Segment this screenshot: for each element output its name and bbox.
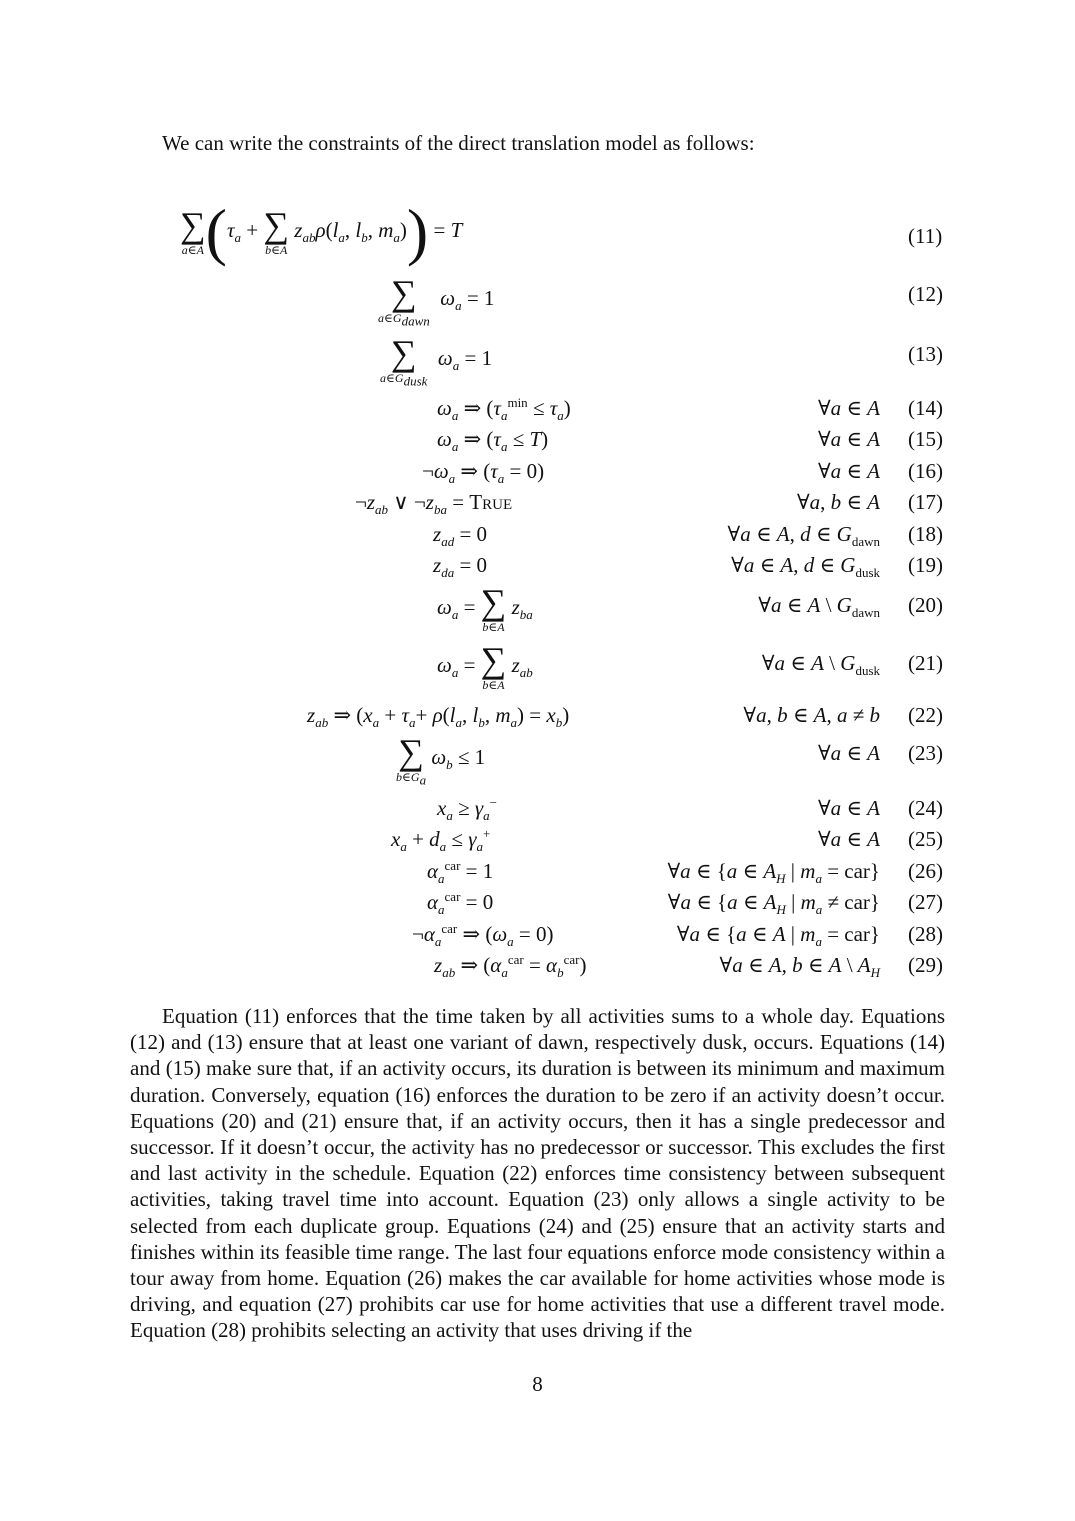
equation-number: (18) — [908, 522, 943, 546]
equation-13: ∑ $a\in G_{dusk}$ $\omega_a = 1$ (13) — [380, 333, 943, 389]
body-paragraph: Equation (11) enforces that the time taken by all activities sums to a whole day. Equations (12) and (13) ensure that at least one variant of dawn, respectively dusk, occurs. Equations (14) and (15) make sure that, if an activity occurs, its duration is between its minimum and maximum duration. Conversely, equation (16) enforces the duration to be zero if an activity doesn’t occur. Equations (20) and (21) ensure that, if an activity occurs, then it has a single predecessor and successor. If it doesn’t occur, the activity has no predecessor or successor. This excludes the first and last activity in the schedule. Equation (22) enforces time consistency between subsequent activities, taking travel time into account. Equation (23) only allows a single activity to be selected from each duplicate group. Equations (24) and (25) ensure that an activity starts and finishes within its feasible time range. The last four equations enforce mode consistency within a tour away from home. Equation (26) makes the car available for home activities whose mode is driving, and equation (27) prohibits car use for home activities that use a different travel mode. Equation (28) prohibits selecting an activity that uses driving if the — [130, 1004, 945, 1343]
equation-number: (21) — [908, 651, 943, 675]
equation-number: (16) — [908, 459, 943, 483]
equation-number: (29) — [908, 953, 943, 977]
equation-12: ∑ $a\in G_{dawn}$ $\omega_a = 1$ (12) — [378, 273, 943, 329]
equation-number: (22) — [908, 703, 943, 727]
page-number: 8 — [532, 1372, 543, 1396]
equation-number: (25) — [908, 827, 943, 851]
equation-number: (13) — [908, 342, 943, 366]
equation-number: (14) — [908, 396, 943, 420]
equation-number: (20) — [908, 593, 943, 617]
equation-23: ∑ $b\in G_a$ $\omega_b \le 1$ ∀a ∈ A (23) — [396, 732, 943, 788]
equation-number: (27) — [908, 890, 943, 914]
equation-number: (11) — [908, 224, 943, 248]
equation-number: (23) — [908, 741, 943, 765]
intro-sentence: We can write the constraints of the direct translation model as follows: — [162, 131, 755, 155]
equation-20: $\omega_a$ = ∑ b∈A $z_{ba}$ ∀a ∈ A \ $G_{dawn}$ (20) — [437, 582, 943, 634]
equation-number: (17) — [908, 490, 943, 514]
equation-number: (12) — [908, 282, 943, 306]
equation-21: $\omega_a$ = ∑ b∈A $z_{ab}$ ∀a ∈ A \ $G_{dusk}$ (21) — [437, 640, 943, 692]
equation-number: (19) — [908, 553, 943, 577]
equation-number: (24) — [908, 796, 943, 820]
equation-number: (28) — [908, 922, 943, 946]
equation-number: (15) — [908, 427, 943, 451]
equation-11: ∑ a∈A ($\tau_a$ + ∑ b∈A $z_{ab}\rho(l_a$, $l_b$, $m_a)) = T$ (11) — [180, 196, 943, 267]
equation-number: (26) — [908, 859, 943, 883]
